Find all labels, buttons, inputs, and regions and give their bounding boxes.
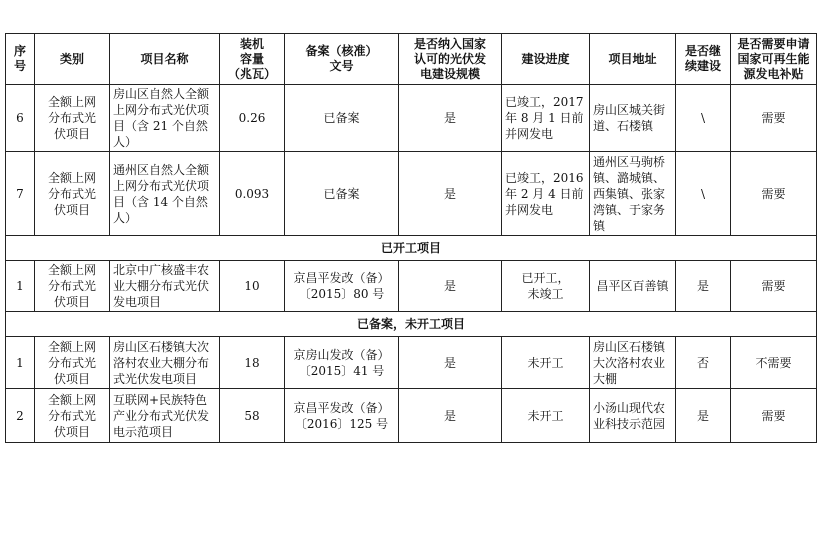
cell-filing-no: 京昌平发改（备） 〔2015〕80 号 <box>285 261 399 312</box>
cell-filing-no: 京昌平发改（备） 〔2016〕125 号 <box>285 389 399 443</box>
cell-in-scale: 是 <box>399 389 502 443</box>
cell-name: 房山区石楼镇大次 洛村农业大棚分布 式光伏发电项目 <box>110 337 220 389</box>
table-row <box>6 389 817 443</box>
table-row <box>6 152 817 236</box>
cell-subsidy: 需要 <box>731 85 817 152</box>
cell-subsidy: 需要 <box>731 389 817 443</box>
header-capacity: 装机 容量 （兆瓦） <box>220 34 285 85</box>
header-filing-no: 备案（核准） 文号 <box>285 34 399 85</box>
cell-in-scale: 是 <box>399 85 502 152</box>
cell-seq: 1 <box>6 337 35 389</box>
cell-seq: 1 <box>6 261 35 312</box>
cell-progress: 已竣工，2017 年 8 月 1 日前 并网发电 <box>502 85 590 152</box>
cell-address: 通州区马驹桥 镇、潞城镇、 西集镇、张家 湾镇、于家务 镇 <box>590 152 676 236</box>
cell-filing-no: 京房山发改（备） 〔2015〕41 号 <box>285 337 399 389</box>
table-row <box>6 261 817 312</box>
cell-seq: 2 <box>6 389 35 443</box>
cell-capacity: 0.26 <box>220 85 285 152</box>
cell-name: 通州区自然人全额 上网分布式光伏项 目（含 14 个自然 人） <box>110 152 220 236</box>
table-row <box>6 85 817 152</box>
cell-category: 全额上网 分布式光 伏项目 <box>35 389 110 443</box>
header-address: 项目地址 <box>590 34 676 85</box>
header-progress: 建设进度 <box>502 34 590 85</box>
cell-filing-no: 已备案 <box>285 152 399 236</box>
header-in-scale: 是否纳入国家 认可的光伏发 电建设规模 <box>399 34 502 85</box>
header-category: 类别 <box>35 34 110 85</box>
cell-capacity: 0.093 <box>220 152 285 236</box>
cell-name: 北京中广核盛丰农 业大棚分布式光伏 发电项目 <box>110 261 220 312</box>
header-seq: 序 号 <box>6 34 35 85</box>
section-title-filed: 已备案，未开工项目 <box>6 312 817 337</box>
cell-category: 全额上网 分布式光 伏项目 <box>35 337 110 389</box>
cell-subsidy: 不需要 <box>731 337 817 389</box>
cell-subsidy: 需要 <box>731 261 817 312</box>
project-table <box>5 33 817 443</box>
header-row <box>6 34 817 85</box>
cell-capacity: 18 <box>220 337 285 389</box>
cell-filing-no: 已备案 <box>285 85 399 152</box>
cell-capacity: 10 <box>220 261 285 312</box>
table-row <box>6 337 817 389</box>
section-row-filed <box>6 312 817 337</box>
cell-capacity: 58 <box>220 389 285 443</box>
cell-category: 全额上网 分布式光 伏项目 <box>35 85 110 152</box>
cell-in-scale: 是 <box>399 261 502 312</box>
header-subsidy: 是否需要申请 国家可再生能 源发电补贴 <box>731 34 817 85</box>
cell-continue: 否 <box>676 337 731 389</box>
cell-continue: \ <box>676 152 731 236</box>
cell-continue: 是 <box>676 261 731 312</box>
cell-progress: 已竣工，2016 年 2 月 4 日前 并网发电 <box>502 152 590 236</box>
cell-progress: 已开工， 未竣工 <box>502 261 590 312</box>
header-name: 项目名称 <box>110 34 220 85</box>
header-continue: 是否继 续建设 <box>676 34 731 85</box>
cell-continue: \ <box>676 85 731 152</box>
cell-seq: 7 <box>6 152 35 236</box>
cell-address: 昌平区百善镇 <box>590 261 676 312</box>
cell-address: 房山区石楼镇 大次洛村农业 大棚 <box>590 337 676 389</box>
cell-category: 全额上网 分布式光 伏项目 <box>35 261 110 312</box>
cell-in-scale: 是 <box>399 152 502 236</box>
cell-seq: 6 <box>6 85 35 152</box>
cell-address: 房山区城关街 道、石楼镇 <box>590 85 676 152</box>
cell-progress: 未开工 <box>502 337 590 389</box>
cell-name: 房山区自然人全额 上网分布式光伏项 目（含 21 个自然 人） <box>110 85 220 152</box>
cell-category: 全额上网 分布式光 伏项目 <box>35 152 110 236</box>
cell-progress: 未开工 <box>502 389 590 443</box>
section-title-started: 已开工项目 <box>6 236 817 261</box>
cell-name: 互联网+民族特色 产业分布式光伏发 电示范项目 <box>110 389 220 443</box>
cell-continue: 是 <box>676 389 731 443</box>
section-row-started <box>6 236 817 261</box>
cell-subsidy: 需要 <box>731 152 817 236</box>
cell-in-scale: 是 <box>399 337 502 389</box>
cell-address: 小汤山现代农 业科技示范园 <box>590 389 676 443</box>
